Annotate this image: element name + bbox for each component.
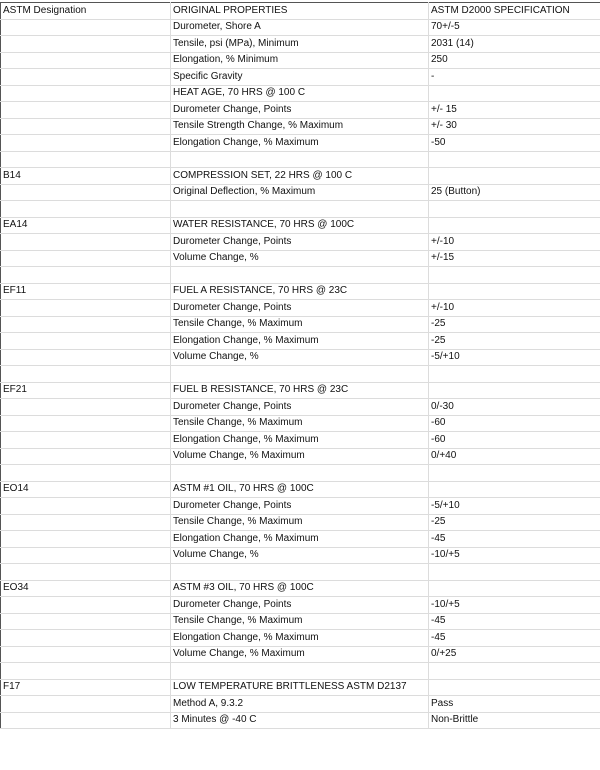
property-cell bbox=[171, 366, 429, 383]
specification-cell: -45 bbox=[429, 531, 600, 548]
property-cell: Elongation Change, % Maximum bbox=[171, 135, 429, 152]
specification-cell bbox=[429, 267, 600, 284]
designation-cell bbox=[1, 300, 171, 317]
specification-cell: 0/+25 bbox=[429, 646, 600, 663]
specification-cell: +/-15 bbox=[429, 250, 600, 267]
table-row bbox=[1, 465, 600, 482]
designation-cell bbox=[1, 597, 171, 614]
table-row bbox=[1, 168, 600, 185]
table-row bbox=[1, 36, 600, 53]
specification-cell: -60 bbox=[429, 432, 600, 449]
designation-cell bbox=[1, 448, 171, 465]
specification-cell: Non-Brittle bbox=[429, 712, 600, 729]
table-row bbox=[1, 646, 600, 663]
designation-cell bbox=[1, 514, 171, 531]
specification-cell bbox=[429, 564, 600, 581]
designation-cell bbox=[1, 432, 171, 449]
header-designation: ASTM Designation bbox=[1, 3, 171, 20]
property-cell: Durometer Change, Points bbox=[171, 597, 429, 614]
property-cell: Specific Gravity bbox=[171, 69, 429, 86]
table-row bbox=[1, 663, 600, 680]
designation-cell bbox=[1, 102, 171, 119]
property-cell: Volume Change, % Maximum bbox=[171, 448, 429, 465]
designation-cell bbox=[1, 19, 171, 36]
designation-cell bbox=[1, 69, 171, 86]
property-cell bbox=[171, 465, 429, 482]
specification-cell: 70+/-5 bbox=[429, 19, 600, 36]
designation-cell bbox=[1, 498, 171, 515]
designation-cell bbox=[1, 151, 171, 168]
designation-cell bbox=[1, 267, 171, 284]
property-cell: Elongation Change, % Maximum bbox=[171, 432, 429, 449]
table-row bbox=[1, 300, 600, 317]
property-cell bbox=[171, 151, 429, 168]
property-cell: Durometer Change, Points bbox=[171, 399, 429, 416]
table-row bbox=[1, 234, 600, 251]
designation-cell: F17 bbox=[1, 679, 171, 696]
table-row bbox=[1, 85, 600, 102]
designation-cell bbox=[1, 201, 171, 218]
designation-cell bbox=[1, 118, 171, 135]
designation-cell bbox=[1, 630, 171, 647]
property-cell: HEAT AGE, 70 HRS @ 100 C bbox=[171, 85, 429, 102]
table-row bbox=[1, 712, 600, 729]
designation-cell bbox=[1, 531, 171, 548]
property-cell: Elongation, % Minimum bbox=[171, 52, 429, 69]
table-row bbox=[1, 679, 600, 696]
table-row bbox=[1, 531, 600, 548]
property-cell: Elongation Change, % Maximum bbox=[171, 531, 429, 548]
property-cell: Volume Change, % Maximum bbox=[171, 646, 429, 663]
table-row bbox=[1, 630, 600, 647]
specification-cell bbox=[429, 465, 600, 482]
specification-cell: -5/+10 bbox=[429, 498, 600, 515]
designation-cell bbox=[1, 52, 171, 69]
specification-cell: Pass bbox=[429, 696, 600, 713]
property-cell bbox=[171, 564, 429, 581]
table-row bbox=[1, 547, 600, 564]
specification-cell: 250 bbox=[429, 52, 600, 69]
header-specification: ASTM D2000 SPECIFICATION bbox=[429, 3, 600, 20]
specification-cell: +/- 30 bbox=[429, 118, 600, 135]
designation-cell bbox=[1, 349, 171, 366]
header-properties: ORIGINAL PROPERTIES bbox=[171, 3, 429, 20]
table-row bbox=[1, 333, 600, 350]
table-row bbox=[1, 382, 600, 399]
table-row bbox=[1, 184, 600, 201]
property-cell: ASTM #3 OIL, 70 HRS @ 100C bbox=[171, 580, 429, 597]
specification-cell: 0/-30 bbox=[429, 399, 600, 416]
specification-cell: 25 (Button) bbox=[429, 184, 600, 201]
specification-cell: -60 bbox=[429, 415, 600, 432]
property-cell: Durometer Change, Points bbox=[171, 234, 429, 251]
property-cell: Durometer, Shore A bbox=[171, 19, 429, 36]
table-row bbox=[1, 316, 600, 333]
designation-cell bbox=[1, 36, 171, 53]
specification-cell: -25 bbox=[429, 333, 600, 350]
designation-cell bbox=[1, 564, 171, 581]
designation-cell bbox=[1, 316, 171, 333]
table-row bbox=[1, 498, 600, 515]
table-row bbox=[1, 102, 600, 119]
designation-cell: B14 bbox=[1, 168, 171, 185]
property-cell: Durometer Change, Points bbox=[171, 102, 429, 119]
table-body bbox=[1, 19, 600, 729]
table-row bbox=[1, 597, 600, 614]
property-cell bbox=[171, 663, 429, 680]
property-cell: FUEL B RESISTANCE, 70 HRS @ 23C bbox=[171, 382, 429, 399]
table-row bbox=[1, 52, 600, 69]
property-cell: Tensile Change, % Maximum bbox=[171, 316, 429, 333]
table-row bbox=[1, 399, 600, 416]
specification-cell bbox=[429, 217, 600, 234]
designation-cell: EO34 bbox=[1, 580, 171, 597]
designation-cell bbox=[1, 333, 171, 350]
specification-cell bbox=[429, 151, 600, 168]
table-row bbox=[1, 481, 600, 498]
specification-cell: +/-10 bbox=[429, 234, 600, 251]
designation-cell: EO14 bbox=[1, 481, 171, 498]
property-cell bbox=[171, 267, 429, 284]
property-cell: Volume Change, % bbox=[171, 349, 429, 366]
designation-cell bbox=[1, 399, 171, 416]
property-cell: Elongation Change, % Maximum bbox=[171, 630, 429, 647]
specification-cell: - bbox=[429, 69, 600, 86]
specification-cell bbox=[429, 85, 600, 102]
table-row bbox=[1, 201, 600, 218]
property-cell: LOW TEMPERATURE BRITTLENESS ASTM D2137 bbox=[171, 679, 429, 696]
specification-table bbox=[0, 2, 600, 729]
table-row bbox=[1, 135, 600, 152]
property-cell: Elongation Change, % Maximum bbox=[171, 333, 429, 350]
designation-cell bbox=[1, 234, 171, 251]
specification-cell bbox=[429, 201, 600, 218]
specification-cell: -5/+10 bbox=[429, 349, 600, 366]
specification-cell: -10/+5 bbox=[429, 597, 600, 614]
specification-cell: 2031 (14) bbox=[429, 36, 600, 53]
specification-cell bbox=[429, 679, 600, 696]
designation-cell: EF11 bbox=[1, 283, 171, 300]
property-cell bbox=[171, 201, 429, 218]
table-row bbox=[1, 349, 600, 366]
table-row bbox=[1, 118, 600, 135]
specification-cell: +/-10 bbox=[429, 300, 600, 317]
designation-cell bbox=[1, 184, 171, 201]
specification-cell: -50 bbox=[429, 135, 600, 152]
specification-cell bbox=[429, 366, 600, 383]
designation-cell bbox=[1, 250, 171, 267]
table-row bbox=[1, 448, 600, 465]
table-row bbox=[1, 151, 600, 168]
specification-cell: -25 bbox=[429, 514, 600, 531]
table-row bbox=[1, 267, 600, 284]
specification-cell bbox=[429, 481, 600, 498]
property-cell: Volume Change, % bbox=[171, 250, 429, 267]
property-cell: 3 Minutes @ -40 C bbox=[171, 712, 429, 729]
property-cell: Tensile Change, % Maximum bbox=[171, 514, 429, 531]
designation-cell bbox=[1, 465, 171, 482]
designation-cell bbox=[1, 696, 171, 713]
designation-cell bbox=[1, 366, 171, 383]
property-cell: COMPRESSION SET, 22 HRS @ 100 C bbox=[171, 168, 429, 185]
property-cell: Tensile, psi (MPa), Minimum bbox=[171, 36, 429, 53]
table-row bbox=[1, 217, 600, 234]
table-row bbox=[1, 366, 600, 383]
table-row bbox=[1, 415, 600, 432]
property-cell: Volume Change, % bbox=[171, 547, 429, 564]
designation-cell bbox=[1, 663, 171, 680]
designation-cell bbox=[1, 712, 171, 729]
table-row bbox=[1, 69, 600, 86]
specification-cell: -45 bbox=[429, 613, 600, 630]
specification-cell bbox=[429, 382, 600, 399]
table-row bbox=[1, 696, 600, 713]
designation-cell bbox=[1, 415, 171, 432]
property-cell: ASTM #1 OIL, 70 HRS @ 100C bbox=[171, 481, 429, 498]
table-row bbox=[1, 613, 600, 630]
property-cell: WATER RESISTANCE, 70 HRS @ 100C bbox=[171, 217, 429, 234]
designation-cell bbox=[1, 613, 171, 630]
specification-cell bbox=[429, 580, 600, 597]
table-row bbox=[1, 514, 600, 531]
designation-cell bbox=[1, 135, 171, 152]
specification-cell: +/- 15 bbox=[429, 102, 600, 119]
property-cell: Original Deflection, % Maximum bbox=[171, 184, 429, 201]
table-row bbox=[1, 19, 600, 36]
table-row bbox=[1, 580, 600, 597]
specification-cell bbox=[429, 663, 600, 680]
specification-cell bbox=[429, 283, 600, 300]
specification-cell bbox=[429, 168, 600, 185]
header-row bbox=[1, 3, 600, 20]
specification-cell: 0/+40 bbox=[429, 448, 600, 465]
designation-cell bbox=[1, 547, 171, 564]
property-cell: Tensile Change, % Maximum bbox=[171, 415, 429, 432]
specification-cell: -45 bbox=[429, 630, 600, 647]
property-cell: Tensile Change, % Maximum bbox=[171, 613, 429, 630]
table-row bbox=[1, 250, 600, 267]
property-cell: Method A, 9.3.2 bbox=[171, 696, 429, 713]
property-cell: FUEL A RESISTANCE, 70 HRS @ 23C bbox=[171, 283, 429, 300]
designation-cell: EF21 bbox=[1, 382, 171, 399]
property-cell: Durometer Change, Points bbox=[171, 300, 429, 317]
specification-cell: -10/+5 bbox=[429, 547, 600, 564]
designation-cell bbox=[1, 85, 171, 102]
designation-cell: EA14 bbox=[1, 217, 171, 234]
property-cell: Durometer Change, Points bbox=[171, 498, 429, 515]
table-row bbox=[1, 283, 600, 300]
table-row bbox=[1, 564, 600, 581]
property-cell: Tensile Strength Change, % Maximum bbox=[171, 118, 429, 135]
specification-cell: -25 bbox=[429, 316, 600, 333]
designation-cell bbox=[1, 646, 171, 663]
table-row bbox=[1, 432, 600, 449]
